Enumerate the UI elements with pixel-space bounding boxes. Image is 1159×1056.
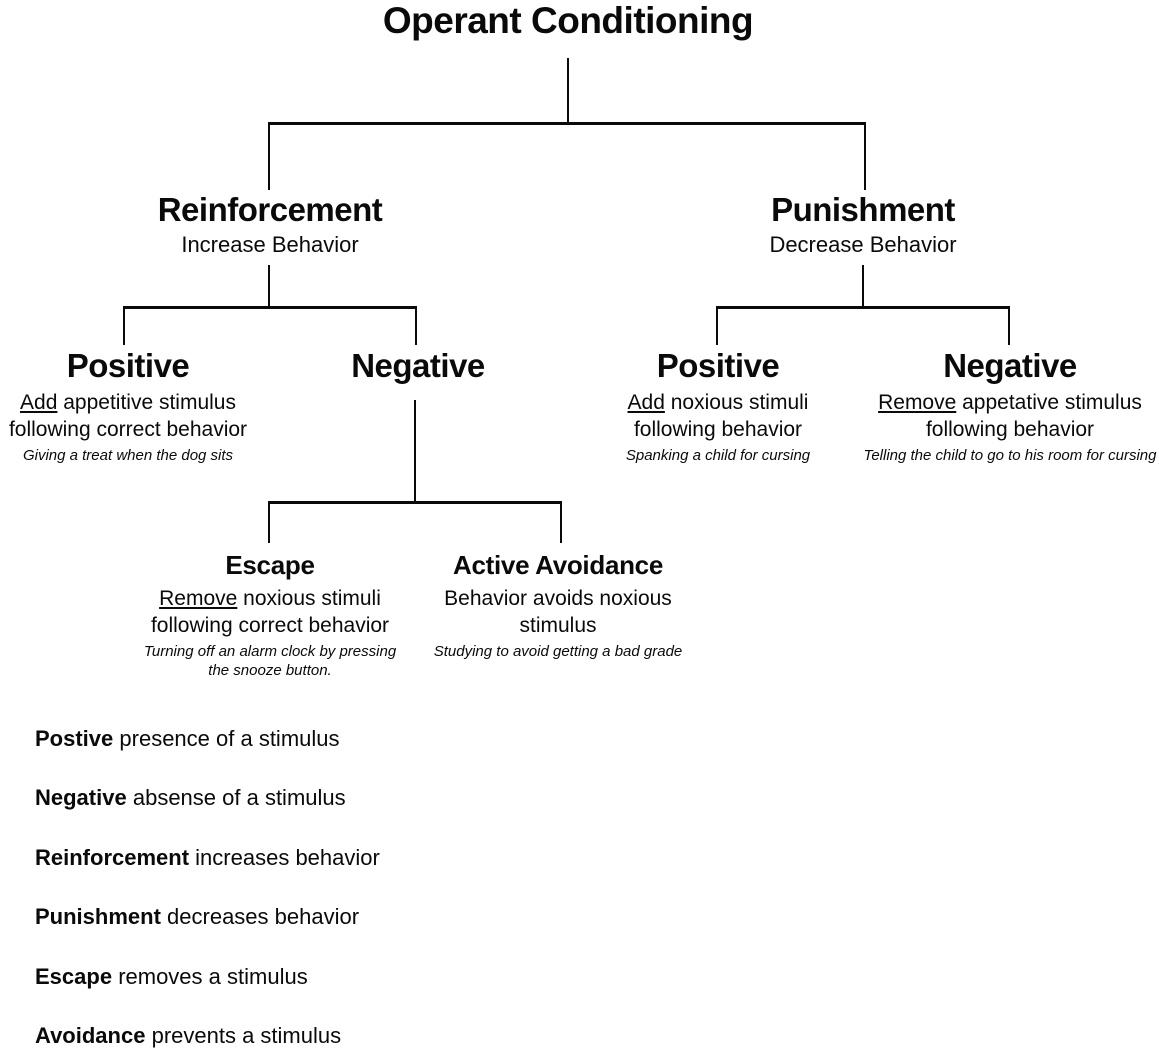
description-text: Behavior avoids noxious <box>444 586 672 610</box>
description-text: noxious stimuli <box>237 586 381 610</box>
description-text: appetative stimulus <box>956 390 1142 414</box>
description-text: appetitive stimulus <box>57 390 236 414</box>
glossary-item <box>35 845 380 871</box>
connector-line <box>1008 306 1010 345</box>
node-subheading: Decrease Behavior <box>769 231 957 257</box>
node-punishment-negative <box>858 347 1159 465</box>
connector-line <box>268 265 270 309</box>
node-reinforcement-negative <box>318 347 518 385</box>
glossary-definition: increases behavior <box>195 844 380 870</box>
glossary-definition: prevents a stimulus <box>151 1022 342 1048</box>
glossary-item <box>35 904 380 930</box>
underlined-word: Add <box>20 390 58 414</box>
node-heading: Negative <box>943 347 1077 384</box>
glossary-term: Reinforcement <box>35 844 190 870</box>
node-escape <box>120 551 420 681</box>
glossary-term: Punishment <box>35 904 161 930</box>
node-heading: Reinforcement <box>157 191 383 228</box>
connector-line <box>268 501 270 543</box>
connector-line <box>123 306 417 309</box>
node-description <box>120 586 420 640</box>
underlined-word: Remove <box>159 586 238 610</box>
glossary-item <box>35 726 380 752</box>
node-example: Turning off an alarm clock by pressing the snooze button. <box>143 642 397 680</box>
glossary-term: Negative <box>35 785 127 811</box>
glossary-definition: decreases behavior <box>167 904 360 930</box>
connector-line <box>716 306 718 345</box>
node-example: Spanking a child for cursing <box>625 446 811 464</box>
node-description <box>0 390 256 444</box>
glossary-item <box>35 785 380 811</box>
diagram-title: Operant Conditioning <box>382 0 754 41</box>
connector-line <box>268 501 562 504</box>
node-example: Telling the child to go to his room for cursing <box>863 446 1157 464</box>
node-heading: Active Avoidance <box>452 550 664 580</box>
description-text: following correct behavior <box>8 417 248 441</box>
underlined-word: Add <box>627 390 665 414</box>
connector-line <box>268 122 270 190</box>
connector-line <box>716 306 1010 309</box>
description-text: stimulus <box>519 613 597 637</box>
glossary-term: Postive <box>35 726 114 751</box>
node-heading: Positive <box>656 347 780 384</box>
glossary-list <box>35 726 380 1049</box>
node-example: Studying to avoid getting a bad grade <box>433 642 683 660</box>
connector-line <box>864 122 866 190</box>
connector-line <box>862 265 864 309</box>
node-reinforcement-positive <box>0 347 256 465</box>
underlined-word: Remove <box>878 390 957 414</box>
glossary-definition: presence of a stimulus <box>119 726 340 751</box>
node-description <box>858 390 1159 444</box>
description-text: following behavior <box>633 417 803 441</box>
node-heading: Punishment <box>771 191 955 228</box>
connector-line <box>268 122 866 125</box>
node-example: Giving a treat when the dog sits <box>22 446 234 464</box>
node-heading: Escape <box>225 550 315 580</box>
connector-line <box>123 306 125 345</box>
node-punishment-positive <box>598 347 838 465</box>
description-text: noxious stimuli <box>664 390 809 414</box>
glossary-term: Avoidance <box>35 1022 146 1048</box>
node-subheading: Increase Behavior <box>181 231 359 257</box>
description-text: following correct behavior <box>150 613 390 637</box>
glossary-definition: removes a stimulus <box>118 963 308 989</box>
connector-line <box>567 58 569 124</box>
glossary-term: Escape <box>35 963 113 989</box>
connector-line <box>415 306 417 345</box>
glossary-item <box>35 964 380 990</box>
description-text: following behavior <box>925 417 1095 441</box>
node-description <box>598 390 838 444</box>
node-punishment <box>713 191 1013 258</box>
node-heading: Negative <box>351 347 485 384</box>
glossary-item <box>35 1023 380 1049</box>
node-heading: Positive <box>66 347 190 384</box>
node-active-avoidance <box>408 551 708 661</box>
node-description <box>408 586 708 640</box>
connector-line <box>414 400 416 503</box>
glossary-definition: absense of a stimulus <box>132 785 346 811</box>
connector-line <box>560 501 562 543</box>
node-reinforcement <box>120 191 420 258</box>
